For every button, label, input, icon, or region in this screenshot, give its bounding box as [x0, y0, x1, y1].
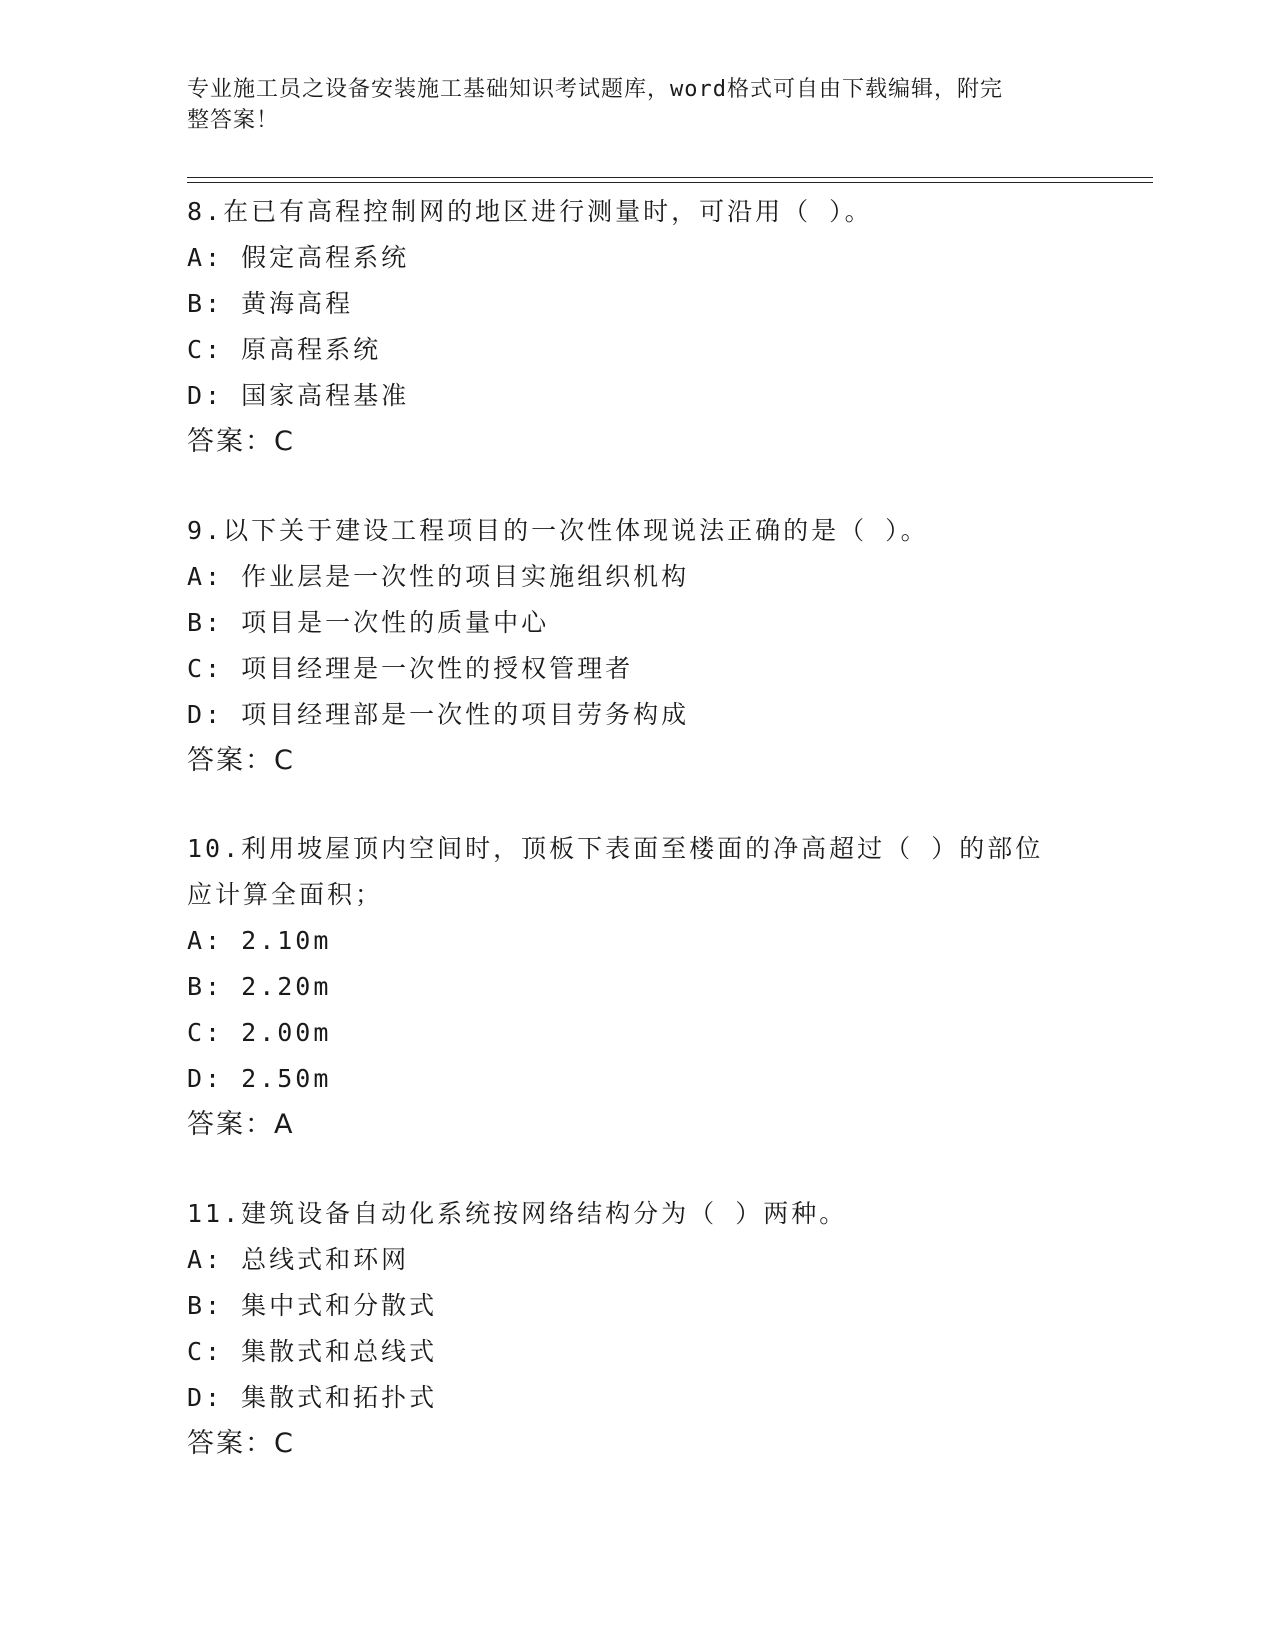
question-10 — [187, 826, 1087, 1148]
option-d: D: 2.50m — [187, 1064, 332, 1093]
question-stem: 11.建筑设备自动化系统按网络结构分为（ ）两种。 — [187, 1199, 848, 1228]
header-divider-bottom — [187, 182, 1153, 183]
question-11 — [187, 1191, 1087, 1467]
header-line-2: 整答案！ — [187, 108, 280, 133]
question-stem: 9.以下关于建设工程项目的一次性体现说法正确的是（ ）。 — [187, 516, 929, 545]
option-b: B: 项目是一次性的质量中心 — [187, 608, 550, 637]
option-a: A: 2.10m — [187, 926, 332, 955]
option-c: C: 原高程系统 — [187, 335, 382, 364]
header-divider-top — [187, 177, 1153, 178]
option-c: C: 集散式和总线式 — [187, 1337, 438, 1366]
answer: 答案：C — [187, 426, 295, 457]
option-d: D: 国家高程基准 — [187, 381, 410, 410]
question-9 — [187, 508, 1087, 784]
option-d: D: 集散式和拓扑式 — [187, 1383, 438, 1412]
answer: 答案：C — [187, 745, 295, 776]
question-stem: 8.在已有高程控制网的地区进行测量时，可沿用（ ）。 — [187, 197, 873, 226]
option-a: A: 总线式和环网 — [187, 1245, 410, 1274]
answer: 答案：A — [187, 1109, 295, 1140]
answer: 答案：C — [187, 1428, 295, 1459]
option-b: B: 2.20m — [187, 972, 332, 1001]
option-a: A: 作业层是一次性的项目实施组织机构 — [187, 562, 690, 591]
document-header — [187, 74, 1067, 136]
option-b: B: 集中式和分散式 — [187, 1291, 438, 1320]
option-b: B: 黄海高程 — [187, 289, 354, 318]
option-c: C: 2.00m — [187, 1018, 332, 1047]
option-d: D: 项目经理部是一次性的项目劳务构成 — [187, 700, 690, 729]
question-stem-line-1: 10.利用坡屋顶内空间时，顶板下表面至楼面的净高超过（ ）的部位 — [187, 834, 1044, 863]
option-c: C: 项目经理是一次性的授权管理者 — [187, 654, 634, 683]
question-stem-line-2: 应计算全面积； — [187, 880, 384, 909]
question-8 — [187, 189, 1087, 465]
option-a: A: 假定高程系统 — [187, 243, 410, 272]
header-line-1: 专业施工员之设备安装施工基础知识考试题库，word格式可自由下载编辑，附完 — [187, 77, 1003, 102]
